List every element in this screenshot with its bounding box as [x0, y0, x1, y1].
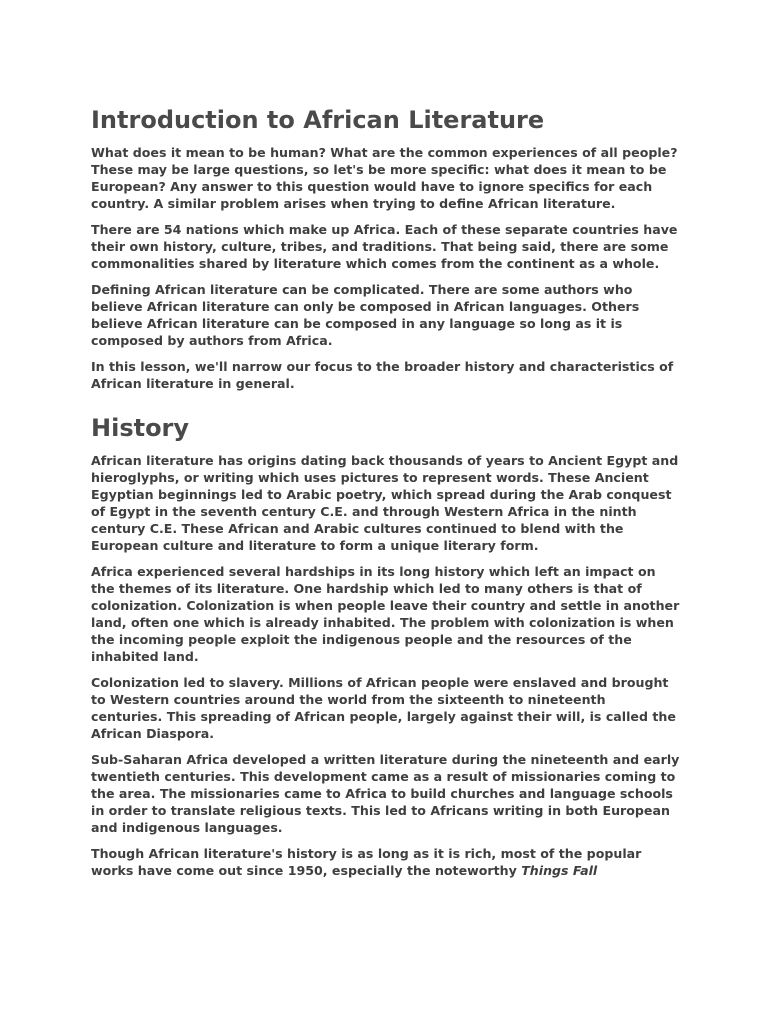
book-title-italic: Things Fall: [521, 863, 598, 878]
intro-paragraph: There are 54 nations which make up Africa. Each of these separate countries have their own history, culture, tribes, and traditions. That being said, there are some commonalities shared by literature which comes from the continent as a whole.: [91, 222, 678, 271]
intro-paragraph: Defining African literature can be complicated. There are some authors who believe African literature can only be composed in African languages. Others believe African literature can be composed in any language so long as it is composed by authors from Africa.: [91, 282, 640, 348]
history-paragraph-last: [91, 845, 681, 879]
document-page: [91, 104, 681, 888]
last-paragraph-text: Though African literature's history is as long as it is rich, most of the popular works have come out since 1950, especially the noteworthy: [91, 846, 642, 878]
intro-paragraph: What does it mean to be human? What are the common experiences of all people? These may be large questions, so let's be more specific: what does it mean to be European? Any answer to this question would have to ignore specifics for each country. A similar problem arises when trying to define African literature.: [91, 145, 678, 211]
history-paragraph: Sub-Saharan Africa developed a written literature during the nineteenth and early twentieth centuries. This development came as a result of missionaries coming to the area. The missionaries came to Africa to build churches and language schools in order to translate religious texts. This led to Africans writing in both European and indigenous languages.: [91, 752, 680, 835]
section-heading-history: History: [91, 414, 190, 442]
history-paragraph: African literature has origins dating back thousands of years to Ancient Egypt and hieroglyphs, or writing which uses pictures to represent words. These Ancient Egyptian beginnings led to Arabic poetry, which spread during the Arab conquest of Egypt in the seventh century C.E. and through Western Africa in the ninth century C.E. These African and Arabic cultures continued to blend with the European culture and literature to form a unique literary form.: [91, 453, 679, 553]
history-paragraph: Africa experienced several hardships in its long history which left an impact on the themes of its literature. One hardship which led to many others is that of colonization. Colonization is when people leave their country and settle in another land, often one which is already inhabited. The problem with colonization is when the incoming people exploit the indigenous people and the resources of the inhabited land.: [91, 564, 680, 664]
history-paragraph: Colonization led to slavery. Millions of African people were enslaved and brought to Western countries around the world from the sixteenth to nineteenth centuries. This spreading of African people, largely against their will, is called the African Diaspora.: [91, 675, 676, 741]
page-title: Introduction to African Literature: [91, 106, 545, 134]
intro-paragraph: In this lesson, we'll narrow our focus to the broader history and characteristics of African literature in general.: [91, 359, 674, 391]
